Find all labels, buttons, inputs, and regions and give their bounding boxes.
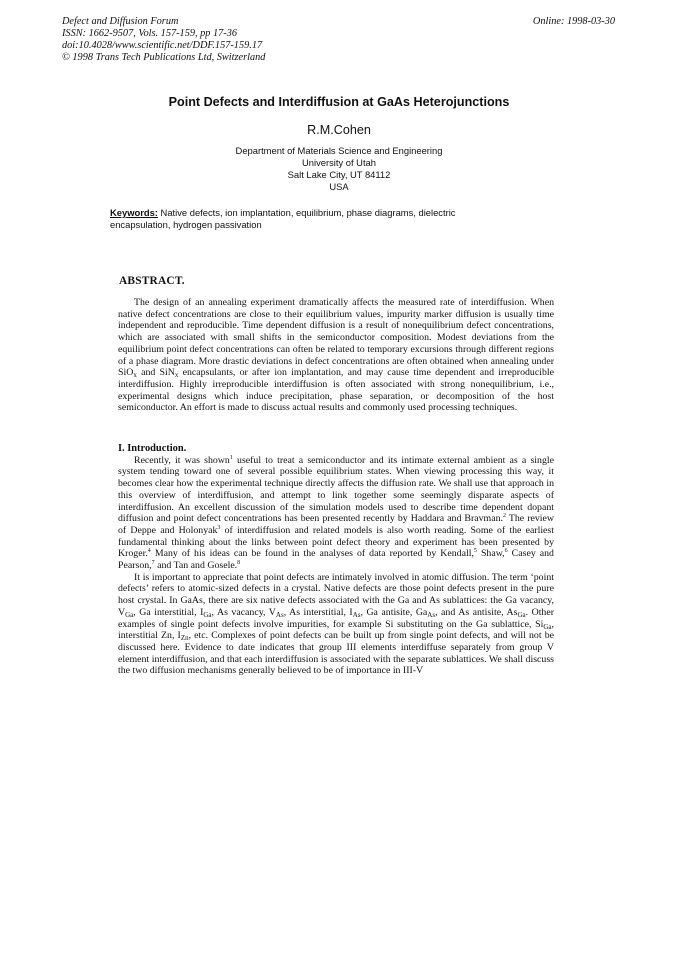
reference-marker: 6 [504, 548, 508, 555]
journal-citation [62, 16, 265, 64]
introduction-paragraph-2: It is important to appreciate that point defects are intimately involved in atomic diffusion. The term ‘point defects’ refers to atomic-sized defects in a crystal. Native defects are those point defects present in the pure host crystal. In GaAs, there are six native defects associated with the Ga and As sublattices: the Ga vacancy, $V_{Ga}$, Ga interstitial, $I_{Ga}$, As vacancy, $V_{As}$, As interstitial, $I_{As}$, Ga antisite, $Ga_{As}$, and As antisite, $As_{Ga}$. Other examples of single point defects involve impurities, for example Si substituting on the Ga sublattice, $Si_{Ga}$, interstitial Zn, $I_{Zn}$, etc. Complexes of point defects can be built up from single point defects, and will not be discussed here. Evidence to date indicates that group III elements interdiffuse separately from group V element interdiffusion, and that each interdiffusion is associated with the separate sublattices. We shall discuss the two diffusion mechanisms generally believed to be of importance in III-V [118, 571, 554, 677]
abstract-body [118, 297, 554, 414]
keywords [110, 207, 490, 231]
abstract-paragraph: The design of an annealing experiment dramatically affects the measured rate of interdiffusion. When native defect concentrations are close to their equilibrium values, impurity marker diffusion is usually time independent and reproducible. Time dependent diffusion is a result of nonequilibrium defect concentrations, which are associated with small shifts in the semiconductor composition. Modest deviations from the equilibrium point defect concentrations can often be related to temporary excursions through different regions of a phase diagram. More drastic deviations in defect concentrations are often obtained when annealing under SiO$_x$ and SiN$_x$ encapsulants, or after ion implantation, and may cause time dependent and irreproducible interdiffusion. Highly irreproducible interdiffusion is often associated with strong nonequilibrium, i.e., experimental designs which induce precipitation, phase separation, or decomposition of the host semiconductor. An effort is made to discuss actual results and commonly used processing techniques. [118, 297, 554, 414]
introduction-paragraph-1: Recently, it was shown$^1$ useful to treat a semiconductor and its intimate external ambient as a single system tending toward one of several possible equilibrium states. When viewing processing this way, it becomes clear how the experimental technique directly affects the diffusion rate. We shall use that approach in this overview of interdiffusion, and attempt to link together some seemingly disparate aspects of interdiffusion. An excellent discussion of the simulation models used to describe time dependent dopant diffusion and point defect concentrations has been presented recently by Haddara and Bravman.$^2$ The review of Deppe and Holonyak$^3$ of interdiffusion and related models is also worth reading. Some of the earliest fundamental thinking about the links between point defect theory and experiment has been presented by Kroger.$^4$ Many of his ideas can be found in the analyses of data reported by Kendall,$^5$ Shaw,$^6$ Casey and Pearson,$^7$ and Tan and Gosele.$^8$ [118, 454, 554, 572]
reference-marker: 2 [502, 513, 506, 520]
affiliation-university: University of Utah [302, 157, 376, 168]
reference-marker: 3 [217, 524, 221, 531]
reference-marker: 1 [229, 454, 233, 461]
keywords-label: Keywords: [110, 207, 158, 218]
introduction-heading: I. Introduction. [118, 443, 187, 454]
reference-marker: 5 [473, 548, 477, 555]
reference-marker: 7 [151, 560, 155, 567]
journal-copyright: © 1998 Trans Tech Publications Ltd, Switzerland [62, 52, 266, 63]
keywords-text: Native defects, ion implantation, equilibrium, phase diagrams, dielectric encapsulation, hydrogen passivation [110, 207, 456, 230]
affiliation-country: USA [329, 181, 349, 192]
online-date: Online: 1998-03-30 [532, 16, 615, 27]
reference-marker: 8 [237, 560, 241, 567]
paper-title: Point Defects and Interdiffusion at GaAs Heterojunctions [168, 95, 510, 109]
journal-issn: ISSN: 1662-9507, Vols. 157-159, pp 17-36 [62, 28, 238, 39]
journal-doi[interactable]: doi:10.4028/www.scientific.net/DDF.157-159.17 [62, 40, 263, 51]
journal-name: Defect and Diffusion Forum [62, 16, 179, 27]
affiliation-department: Department of Materials Science and Engineering [235, 145, 443, 156]
affiliation [0, 145, 678, 193]
abstract-heading: ABSTRACT. [119, 275, 185, 287]
reference-marker: 4 [147, 548, 151, 555]
introduction-section [118, 443, 554, 677]
affiliation-city: Salt Lake City, UT 84112 [287, 169, 391, 180]
paper-author: R.M.Cohen [307, 123, 371, 137]
